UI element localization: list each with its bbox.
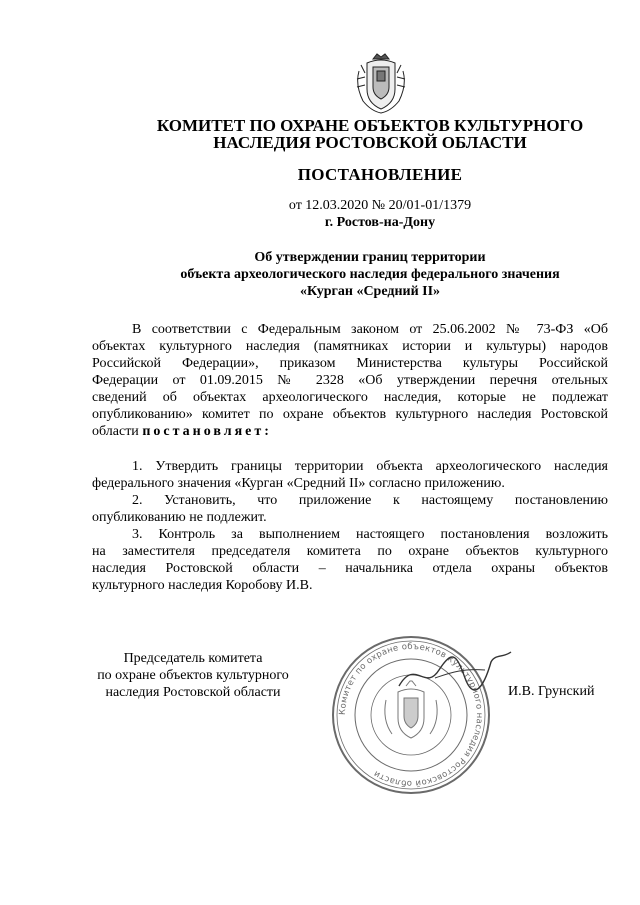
svg-text:Комитет по охране объектов кул: Комитет по охране объектов культурного наследия Ростовской области	[337, 641, 485, 789]
item-2-line: 2. Установить, что приложение к настоящему постановлению	[132, 493, 608, 508]
subject-line-2: объекта археологического наследия федерального значения	[180, 267, 560, 282]
preamble-last-line	[92, 423, 608, 440]
preamble-line: В соответствии с Федеральным законом от 25.06.2002 № 73-ФЗ «Об	[132, 322, 608, 337]
item-3-line: культурного наследия Коробову И.В.	[92, 578, 313, 593]
item-3-line: на заместителя председателя комитета по охране объектов культурного	[92, 544, 608, 559]
signatory-title-line-2: по охране объектов культурного	[97, 668, 289, 683]
subject-line-1: Об утверждении границ территории	[254, 250, 486, 265]
org-title-line-2: НАСЛЕДИЯ РОСТОВСКОЙ ОБЛАСТИ	[213, 133, 527, 152]
handwritten-signature	[395, 648, 515, 698]
item-1-paragraph	[92, 458, 608, 492]
preamble-last-prefix: области	[92, 424, 143, 439]
item-3-paragraph	[92, 526, 608, 594]
organization-title	[120, 117, 620, 151]
item-3-line: наследия Ростовской области – начальника отдела охраны объектов	[92, 561, 608, 576]
preamble-line: сведений об объектах археологического наследия, которые не подлежат	[92, 390, 608, 405]
subject-line-3: «Курган «Средний II»	[299, 284, 441, 299]
city: г. Ростов-на-Дону	[324, 215, 436, 230]
preamble-paragraph	[92, 321, 608, 440]
coat-of-arms-emblem	[351, 51, 411, 115]
org-title-line-1: КОМИТЕТ ПО ОХРАНЕ ОБЪЕКТОВ КУЛЬТУРНОГО	[156, 116, 584, 135]
preamble-line: опубликованию» комитет по охране объектов культурного наследия Ростовской	[92, 407, 608, 422]
preamble-line: объектах культурного наследия (памятниках истории и культуры) народов	[92, 339, 608, 354]
item-2-line: опубликованию не подлежит.	[92, 510, 267, 525]
date-and-number: от 12.03.2020 № 20/01-01/1379	[288, 198, 472, 213]
item-3-line: 3. Контроль за выполнением настоящего постановления возложить	[132, 527, 608, 542]
signatory-title	[88, 650, 298, 701]
document-meta	[230, 197, 530, 231]
item-1-line: 1. Утвердить границы территории объекта археологического наследия	[132, 459, 608, 474]
preamble-line: Федерации от 01.09.2015 № 2328 «Об утверждении перечня отельных	[92, 373, 608, 388]
preamble-line: Российской Федерации», приказом Министерства культуры Российской	[92, 356, 608, 371]
document-subject	[120, 249, 620, 300]
signatory-title-line-1: Председатель комитета	[123, 651, 263, 666]
item-1-line: федерального значения «Курган «Средний II» согласно приложению.	[92, 476, 505, 491]
signatory-title-line-3: наследия Ростовской области	[105, 685, 281, 700]
document-type: ПОСТАНОВЛЕНИЕ	[297, 165, 463, 184]
decree-word: постановляет:	[142, 424, 272, 439]
item-2-paragraph	[92, 492, 608, 526]
signatory-name: И.В. Грунский	[508, 684, 595, 699]
